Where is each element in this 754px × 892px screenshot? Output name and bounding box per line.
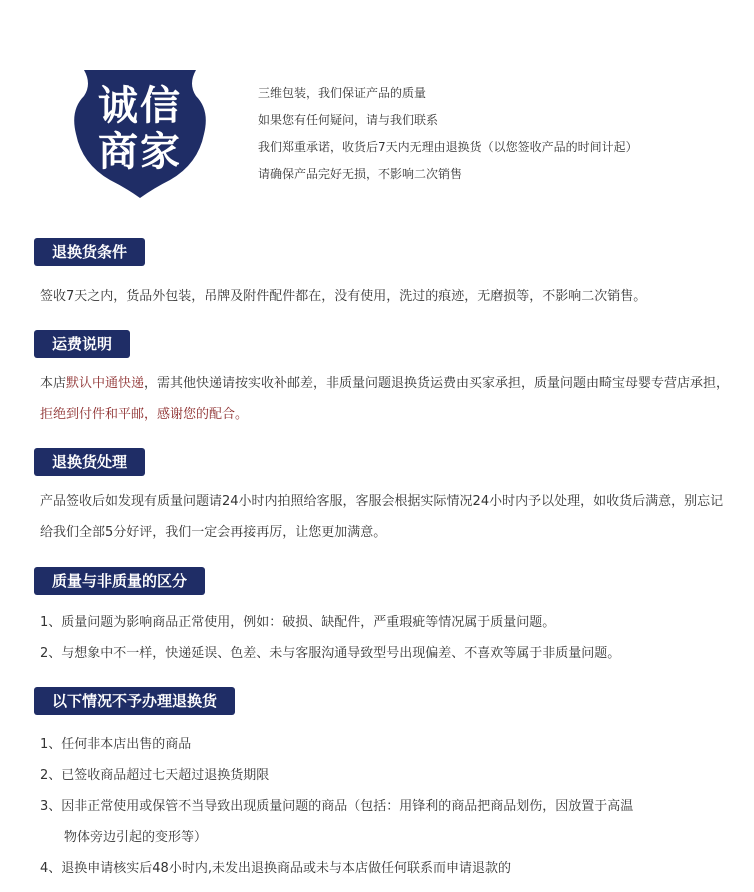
section-title-return-handling: 退换货处理 [34, 448, 145, 476]
section-text-shipping [40, 368, 730, 430]
section-title-quality-distinction: 质量与非质量的区分 [34, 567, 205, 595]
quality-list [40, 607, 730, 669]
list-item: 1、任何非本店出售的商品 [40, 737, 192, 752]
intro-line: 如果您有任何疑问，请与我们联系 [258, 113, 439, 127]
list-item: 2、已签收商品超过七天超过退换货期限 [40, 768, 270, 783]
section-text-return-handling: 产品签收后如发现有质量问题请24小时内拍照给客服，客服会根据实际情况24小时内予以处理，如收货后满意，别忘记给我们全部5分好评，我们一定会再接再厉，让您更加满意。 [40, 494, 724, 540]
section-text-return-conditions: 签收7天之内，货品外包装，吊牌及附件配件都在，没有使用，洗过的痕迹，无磨损等，不影响二次销售。 [40, 289, 647, 304]
highlight-refuse-cod: 拒绝到付件和平邮，感谢您的配合。 [40, 407, 249, 422]
list-item: 3、因非正常使用或保管不当导致出现质量问题的商品（包括：用锋利的商品把商品划伤，因放置于高温 [40, 799, 634, 814]
section-title-return-conditions: 退换货条件 [34, 238, 145, 266]
section-title-shipping: 运费说明 [34, 330, 130, 358]
intro-line: 三维包装，我们保证产品的质量 [258, 86, 427, 100]
section-title-no-return-cases: 以下情况不予办理退换货 [34, 687, 235, 715]
list-item: 1、质量问题为影响商品正常使用，例如：破损、缺配件，严重瑕疵等情况属于质量问题。 [40, 615, 556, 630]
list-item-continuation: 物体旁边引起的变形等） [64, 830, 208, 845]
intro-list [258, 80, 728, 188]
text-segment: ，需其他快递请按实收补邮差，非质量问题退换货运费由买家承担，质量问题由畸宝母婴专营店承担， [144, 376, 730, 391]
intro-line: 我们郑重承诺，收货后7天内无理由退换货（以您签收产品的时间计起） [258, 140, 638, 154]
list-item: 4、退换申请核实后48小时内,未发出退换商品或未与本店做任何联系而申请退款的 [40, 861, 511, 876]
badge-text-line2: 商家 [98, 129, 182, 175]
highlight-default-courier: 默认中通快递 [66, 376, 145, 391]
text-segment: 本店 [40, 376, 67, 391]
badge-text-line1: 诚信 [98, 83, 182, 129]
no-return-list [40, 729, 730, 884]
list-item: 2、与想象中不一样，快递延误、色差、未与客服沟通导致型号出现偏差、不喜欢等属于非质量问题。 [40, 646, 621, 661]
intro-line: 请确保产品完好无损，不影响二次销售 [258, 167, 463, 181]
integrity-merchant-badge [70, 70, 210, 198]
